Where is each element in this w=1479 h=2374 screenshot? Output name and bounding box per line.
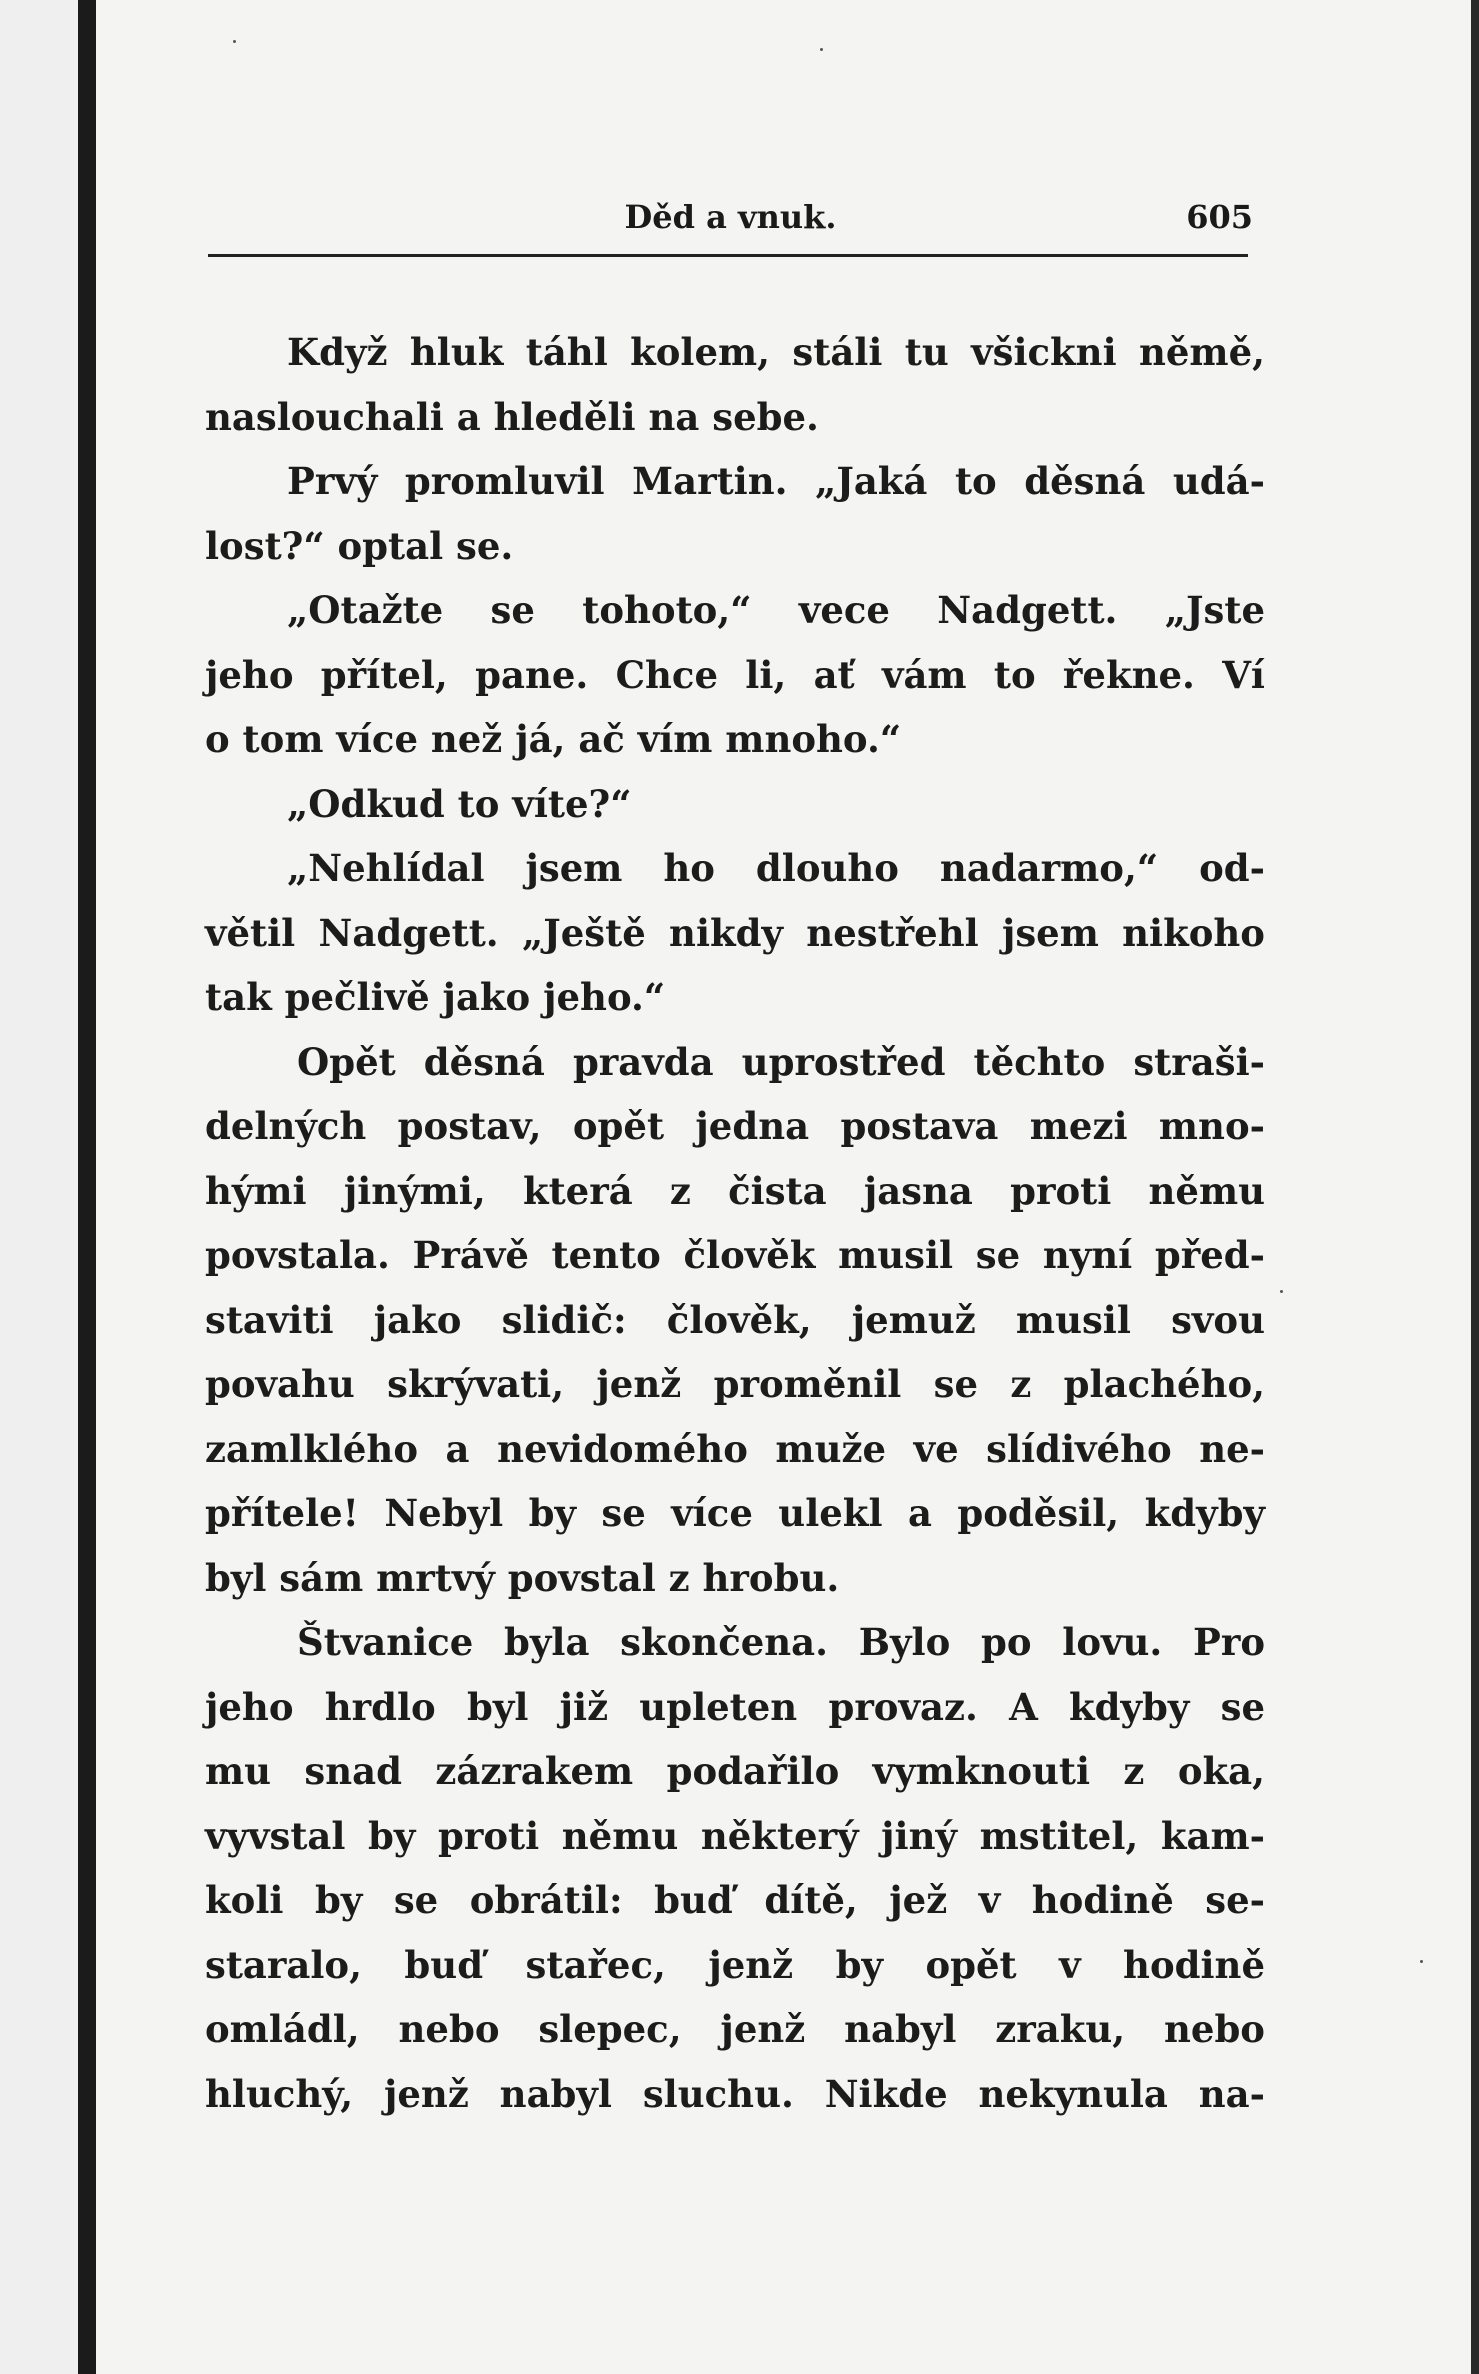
- scan-speck: [820, 48, 823, 51]
- running-title: Děd a vnuk.: [624, 198, 837, 236]
- text-line: omládl, nebo slepec, jenž nabyl zraku, nebo: [205, 2007, 1265, 2051]
- text-line: naslouchali a hleděli na sebe.: [205, 394, 819, 439]
- text-line: vyvstal by proti němu některý jiný mstitel, kam-: [205, 1813, 1265, 1858]
- text-line: mu snad zázrakem podařilo vymknouti z oka,: [205, 1749, 1265, 1793]
- facing-page-edge: [0, 0, 78, 2374]
- text-line: větil Nadgett. „Ještě nikdy nestřehl jsem nikoho: [205, 910, 1265, 955]
- text-line: lost?“ optal se.: [205, 523, 514, 568]
- book-gutter-shadow: [78, 0, 96, 2374]
- text-line: Opět děsná pravda uprostřed těchto straši-: [297, 1039, 1265, 1084]
- scan-speck: [1280, 1290, 1283, 1293]
- text-line: staviti jako slidič: člověk, jemuž musil svou: [205, 1297, 1265, 1342]
- text-line: tak pečlivě jako jeho.“: [205, 975, 666, 1019]
- scan-speck: [1420, 1960, 1423, 1963]
- scan-speck: [233, 40, 236, 43]
- text-line: „Odkud to víte?“: [287, 781, 632, 826]
- text-line: jeho přítel, pane. Chce li, ať vám to řekne. Ví: [205, 652, 1265, 697]
- text-line: zamlklého a nevidomého muže ve slídivého ne-: [205, 1426, 1265, 1471]
- text-line: byl sám mrtvý povstal z hrobu.: [205, 1555, 840, 1600]
- text-line: jeho hrdlo byl již upleten provaz. A kdyby se: [205, 1684, 1265, 1729]
- text-line: delných postav, opět jedna postava mezi mno-: [205, 1104, 1265, 1148]
- text-line: povahu skrývati, jenž proměnil se z plachého,: [205, 1362, 1265, 1406]
- text-line: Když hluk táhl kolem, stáli tu všickni němě,: [287, 330, 1265, 374]
- text-line: povstala. Právě tento člověk musil se nyní před-: [205, 1233, 1265, 1277]
- text-line: hými jinými, která z čista jasna proti němu: [205, 1168, 1265, 1213]
- text-line: „Otažte se tohoto,“ vece Nadgett. „Jste: [287, 588, 1265, 632]
- text-line: Prvý promluvil Martin. „Jaká to děsná udá-: [287, 459, 1265, 503]
- running-header: [208, 190, 1253, 240]
- text-line: hluchý, jenž nabyl sluchu. Nikde nekynula na-: [205, 2071, 1265, 2116]
- text-line: Štvanice byla skončena. Bylo po lovu. Pro: [297, 1620, 1265, 1664]
- header-rule: [208, 254, 1248, 257]
- body-text: [205, 320, 1265, 2126]
- page-number: 605: [1186, 198, 1253, 236]
- page-right-edge: [1471, 0, 1479, 2374]
- text-line: „Nehlídal jsem ho dlouho nadarmo,“ od-: [287, 846, 1265, 890]
- text-line: přítele! Nebyl by se více ulekl a poděsil, kdyby: [205, 1491, 1265, 1535]
- text-line: o tom více než já, ač vím mnoho.“: [205, 717, 902, 761]
- text-line: staralo, buď stařec, jenž by opět v hodině: [205, 1942, 1265, 1987]
- text-line: koli by se obrátil: buď dítě, jež v hodině se-: [205, 1878, 1265, 1922]
